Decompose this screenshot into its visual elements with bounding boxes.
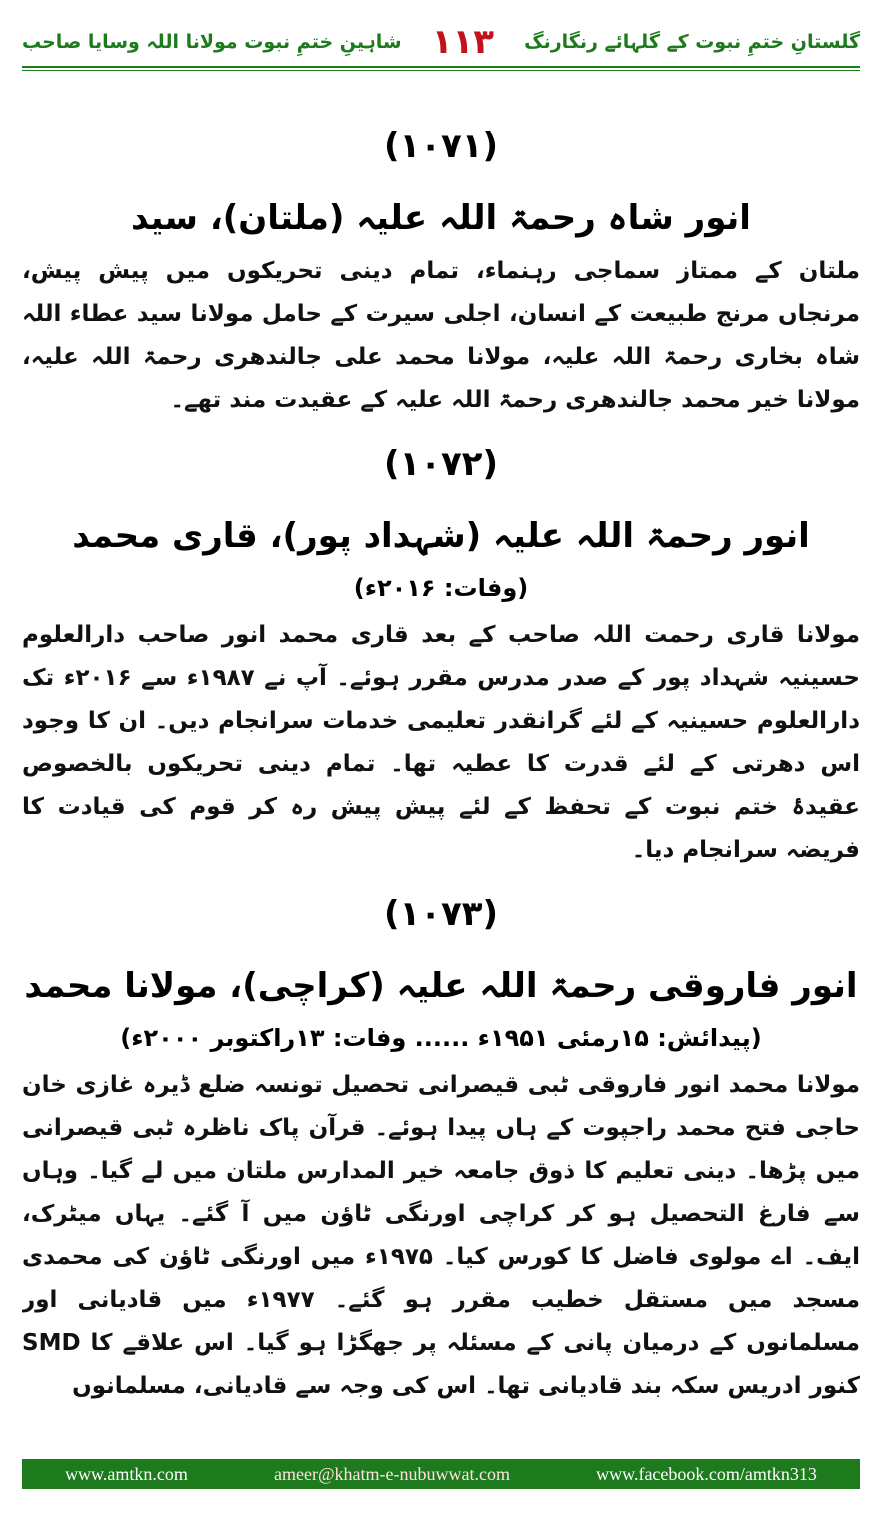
- footer-facebook-link[interactable]: www.facebook.com/amtkn313: [596, 1463, 817, 1484]
- entry-1072: [22, 438, 860, 872]
- header-book-title: گلستانِ ختمِ نبوت کے گلہائے رنگارنگ: [524, 31, 860, 53]
- entry-number: (۱۰۷۲): [383, 444, 499, 484]
- entry-title: انور شاہ رحمۃ اللہ علیہ (ملتان)، سید: [131, 198, 751, 238]
- entry-paragraph: مولانا محمد انور فاروقی ٹبی قیصرانی تحصیل تونسہ ضلع ڈیرہ غازی خان حاجی فتح محمد راجپوت کے ہاں پیدا ہوئے۔ قرآن پاک ناظرہ ٹبی قیصرانی میں پڑھا۔ دینی تعلیم کا ذوق جامعہ خیر المدارس ملتان میں لے گیا۔ وہاں سے فارغ التحصیل ہو کر کراچی اورنگی ٹاؤن میں آ گئے۔ یہاں میٹرک، ایف۔ اے مولوی فاضل کا کورس کیا۔ ۱۹۷۵ء میں اورنگی ٹاؤن کی محمدی مسجد میں مستقل خطیب مقرر ہو گئے۔ ۱۹۷۷ء میں قادیانی اور مسلمانوں کے درمیان پانی کے مسئلہ پر جھگڑا ہو گیا۔ اس علاقے کا SMD کنور ادریس سکہ بند قادیانی تھا۔ اس کی وجہ سے قادیانی، مسلمانوں: [22, 1072, 860, 1399]
- header-author-title: شاہینِ ختمِ نبوت مولانا اللہ وسایا صاحب: [22, 31, 402, 53]
- header-rule-thin: [22, 70, 860, 71]
- entry-dates: (پیدائش: ۱۵رمئی ۱۹۵۱ء ...... وفات: ۱۳راکتوبر ۲۰۰۰ء): [120, 1024, 762, 1052]
- entry-title: انور رحمۃ اللہ علیہ (شہداد پور)، قاری محمد: [72, 516, 810, 556]
- entry-dates: (وفات: ۲۰۱۶ء): [353, 574, 529, 602]
- entry-number: (۱۰۷۱): [383, 126, 499, 166]
- entry-number: (۱۰۷۳): [383, 894, 499, 934]
- entry-title: انور فاروقی رحمۃ اللہ علیہ (کراچی)، مولانا محمد: [24, 966, 858, 1006]
- entry-paragraph: ملتان کے ممتاز سماجی رہنماء، تمام دینی تحریکوں میں پیش پیش، مرنجاں مرنج طبیعت کے انسان، اجلی سیرت کے حامل مولانا سید عطاء اللہ شاہ بخاری رحمۃ اللہ علیہ، مولانا محمد علی جالندھری رحمۃ اللہ علیہ، مولانا خیر محمد جالندھری رحمۃ اللہ علیہ کے عقیدت مند تھے۔: [22, 258, 860, 413]
- header-rule: [22, 66, 860, 68]
- footer-website-link[interactable]: www.amtkn.com: [65, 1463, 188, 1484]
- page-header: [22, 20, 860, 64]
- entry-1071: [22, 120, 860, 422]
- footer-email-link[interactable]: ameer@khatm-e-nubuwwat.com: [274, 1463, 510, 1484]
- entry-1073: [22, 888, 860, 1408]
- page-content: [22, 120, 860, 1440]
- page-number: ۱۱۳: [431, 22, 494, 62]
- entry-paragraph: مولانا قاری رحمت اللہ صاحب کے بعد قاری محمد انور صاحب دارالعلوم حسینیہ شہداد پور کے صدر مدرس مقرر ہوئے۔ آپ نے ۱۹۸۷ء سے ۲۰۱۶ء تک دارالعلوم حسینیہ کے لئے گرانقدر تعلیمی خدمات سرانجام دیں۔ ان کا وجود اس دھرتی کے لئے قدرت کا عطیہ تھا۔ تمام دینی تحریکوں بالخصوص عقیدۂ ختم نبوت کے تحفظ کے لئے پیش پیش رہ کر قوم کی قیادت کا فریضہ سرانجام دیا۔: [22, 622, 860, 863]
- page-footer: [22, 1459, 860, 1489]
